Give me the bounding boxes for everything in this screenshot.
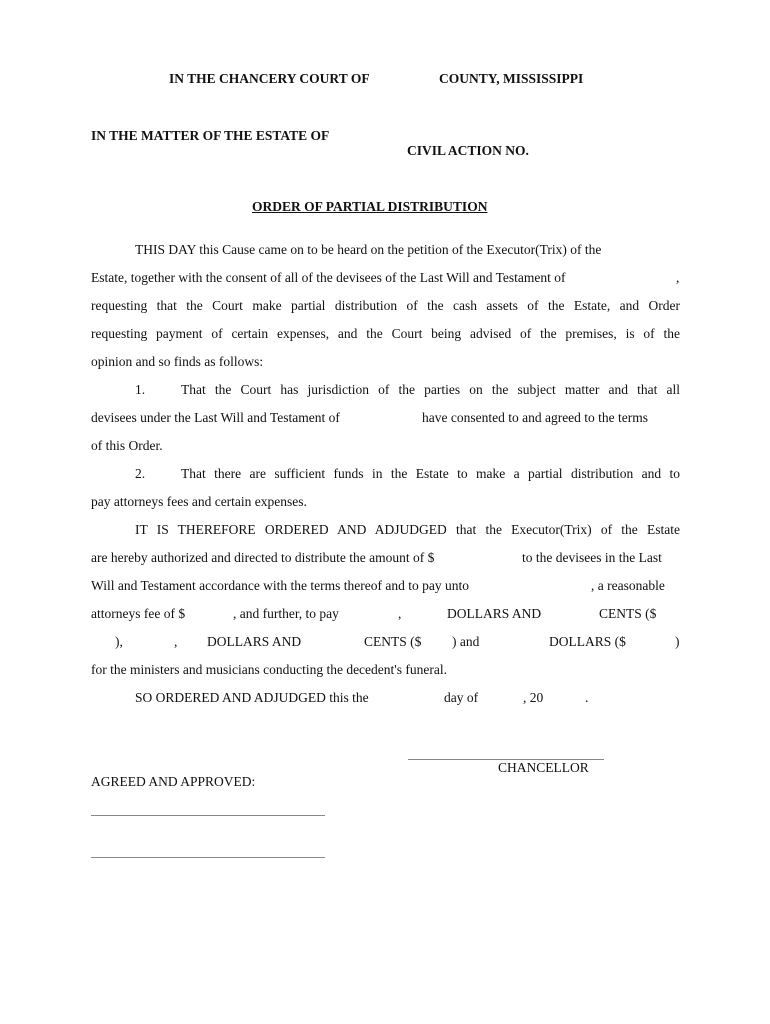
text-fragment: attorneys fee of $ <box>91 606 186 621</box>
item-number: 2. <box>135 466 146 481</box>
paragraph-line <box>135 242 680 258</box>
paragraph-line: for the ministers and musicians conducting the decedent's funeral. <box>91 662 447 677</box>
paragraph-line: IT IS THEREFORE ORDERED AND ADJUDGED that the Executor(Trix) of the Estate <box>135 522 680 537</box>
text-fragment: devisees under the Last Will and Testament of <box>91 410 340 425</box>
paragraph-line: Estate, together with the consent of all of the devisees of the Last Will and Testament of <box>91 270 566 285</box>
text-fragment: Will and Testament accordance with the terms thereof and to pay unto <box>91 578 470 593</box>
text-fragment: ) <box>675 634 680 649</box>
text-fragment: DOLLARS ($ <box>549 634 626 649</box>
text-fragment: , <box>676 270 680 285</box>
text-fragment: ) and <box>452 634 480 649</box>
court-name: IN THE CHANCERY COURT OF <box>169 71 370 86</box>
text-fragment: , <box>174 634 178 649</box>
text-fragment: ), <box>115 634 123 649</box>
approval-signature-line <box>91 815 325 816</box>
text-fragment: to the devisees in the Last <box>522 550 662 565</box>
paragraph-line: That there are sufficient funds in the Estate to make a partial distribution and to <box>181 466 680 481</box>
paragraph-line: pay attorneys fees and certain expenses. <box>91 494 307 509</box>
text-fragment: CENTS ($ <box>364 634 422 649</box>
text-fragment: THIS DAY this Cause came on to be heard on the petition of the Executor(Trix) of the <box>135 242 602 257</box>
paragraph-line: requesting payment of certain expenses, and the Court being advised of the premises, is of the <box>91 326 680 341</box>
agreed-approved-label: AGREED AND APPROVED: <box>91 774 256 789</box>
text-fragment: , 20 <box>523 690 544 705</box>
text-fragment: , <box>398 606 402 621</box>
paragraph-line: requesting that the Court make partial distribution of the cash assets of the Estate, and Order <box>91 298 680 313</box>
civil-action-number: CIVIL ACTION NO. <box>407 143 529 158</box>
text-fragment: SO ORDERED AND ADJUDGED this the <box>135 690 369 705</box>
text-fragment: CENTS ($ <box>599 606 657 621</box>
paragraph-line: opinion and so finds as follows: <box>91 354 264 369</box>
approval-signature-line <box>91 857 325 858</box>
text-fragment: , and further, to pay <box>233 606 339 621</box>
text-fragment: DOLLARS AND <box>447 606 542 621</box>
text-fragment: DOLLARS AND <box>207 634 302 649</box>
estate-matter: IN THE MATTER OF THE ESTATE OF <box>91 128 330 143</box>
item-number: 1. <box>135 382 146 397</box>
text-fragment: . <box>585 690 589 705</box>
county-name: COUNTY, MISSISSIPPI <box>439 71 584 86</box>
text-fragment: day of <box>444 690 479 705</box>
document-title: ORDER OF PARTIAL DISTRIBUTION <box>252 199 488 214</box>
text-fragment: , a reasonable <box>591 578 665 593</box>
text-fragment: have consented to and agreed to the terms <box>422 410 649 425</box>
text-fragment: are hereby authorized and directed to distribute the amount of $ <box>91 550 435 565</box>
paragraph-line: That the Court has jurisdiction of the parties on the subject matter and that all <box>181 382 680 397</box>
chancellor-label: CHANCELLOR <box>498 760 589 775</box>
paragraph-line: of this Order. <box>91 438 163 453</box>
